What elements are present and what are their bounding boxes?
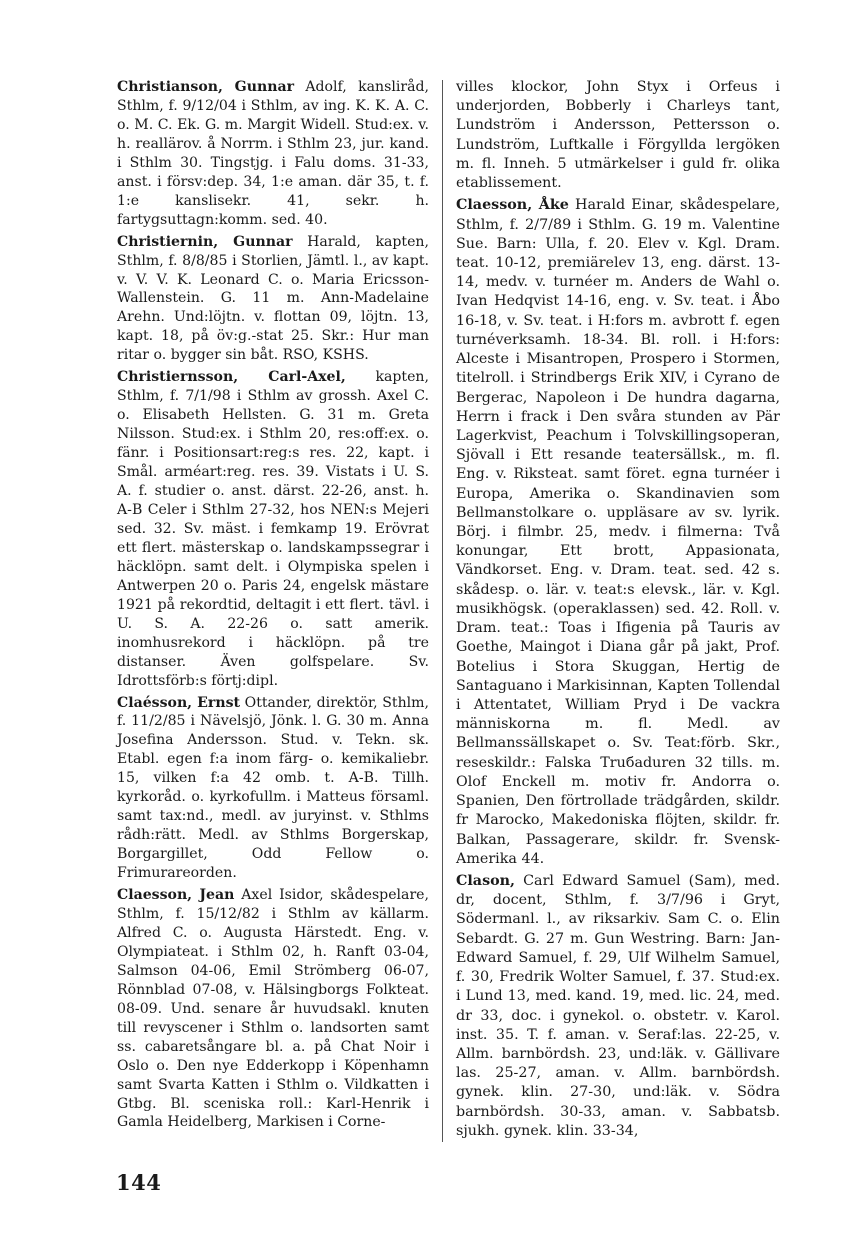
biography-entry <box>117 368 429 690</box>
biography-entry <box>456 196 780 869</box>
entry-name: Christiernsson, Carl-Axel, <box>117 369 346 386</box>
entry-text: Adolf, kanslіråd, Sthlm, f. 9/12/04 i Sthlm, av ing. K. K. A. C. o. M. C. Ek. G. m. Margit Widell. Stud:ex. v. h. reallärov. å Norrm. i Sthlm 23, jur. kand. i Sthlm 30. Tingstjg. i Falu doms. 31-33, anst. i försv:dep. 34, 1:e aman. där 35, t. f. 1:e kanslisekr. 41, sekr. h. fartygsuttagn:komm. sed. 40. <box>117 79 429 228</box>
entry-name: Clason, <box>456 872 516 889</box>
entry-text: Ottander, direktör, Sthlm, f. 11/2/85 i Nävelsjö, Jönk. l. G. 30 m. Anna Josefina Andersson. Stud. v. Tekn. sk. Etabl. egen f:a inom färg- o. kemikaliebr. 15, vilken f:a 42 omb. t. A-B. Tillh. kyrkoråd. o. kyrkofullm. i Matteus församl. samt tax:nd., medl. av juryinst. v. Sthlms rådh:rätt. Medl. av Sthlms Borgerskap, Borgargillet, Odd Fellow o. Frimurareorden. <box>117 694 430 882</box>
biography-entry <box>456 872 780 1141</box>
entry-name: Claésson, Ernst <box>117 694 241 711</box>
entry-text: kapten, Sthlm, f. 7/1/98 i Sthlm av grossh. Axel C. o. Elisabeth Hellsten. G. 31 m. Greta Nilsson. Stud:ex. i Sthlm 20, res:off:ex. o. fänr. i Positionsart:reg:s res. 22, kapt. i Smål. arméart:reg. res. 39. Vistats i U. S. A. f. studier o. anst. därst. 22-26, anst. h. A-B Celer i Sthlm 27-32, hos NEN:s Mejeri sed. 32. Sv. mäst. i femkamp 19. Erövrat ett flert. mästerskap o. landskampssegrar i häcklöpn. samt delt. i Olympiska spelen i Antwerpen 20 o. Paris 24, engelsk mästare 1921 på rekordtid, deltagit i ett flert. tävl. i U. S. A. 22-26 o. satt amerik. inomhusrekord i häcklöpn. på tre distanser. Även golfspelare. Sv. Idrottsförb:s förtj:dipl. <box>117 369 429 689</box>
column-divider <box>442 80 443 1142</box>
entry-text: Carl Edward Samuel (Sam), med. dr, docent, Sthlm, f. 3/7/96 i Gryt, Södermanl. l., av riksarkiv. Sam C. o. Elin Sebardt. G. 27 m. Gun Westring. Barn: Jan-Edward Samuel, f. 29, Ulf Wilhelm Samuel, f. 30, Fredrik Wolter Samuel, f. 37. Stud:ex. i Lund 13, med. kand. 19, med. lic. 24, med. dr 33, doc. i gynekol. o. obstetr. v. Karol. inst. 35. T. f. aman. v. Seraf:las. 22-25, v. Allm. barnbördsh. 23, und:läk. v. Gällivare las. 25-27, aman. v. Allm. barnbördsh. gynek. klin. 27-30, und:läk. v. Södra barnbördsh. 30-33, aman. v. Sabbatsb. sjukh. gynek. klin. 33-34, <box>456 872 780 1139</box>
entry-text: Harald Einar, skådespelare, Sthlm, f. 2/7/89 i Sthlm. G. 19 m. Valentine Sue. Barn: Ulla, f. 20. Elev v. Kgl. Dram. teat. 10-12, premiärelev 13, eng. därst. 13-14, medv. v. turnéer m. Anders de Wahl o. Ivan Hedqvist 14-16, eng. v. Sv. teat. i Åbo 16-18, v. Sv. teat. i H:fors m. avbrott f. egen turnéverksamh. 18-34. Bl. roll. i H:fors: Alceste i Misantropen, Prospero i Stormen, titelroll. i Strindbergs Erik XIV, i Cyrano de Bergerac, Napoleon i De hundra dagarna, Herrn i frack i Den svåra stunden av Pär Lagerkvist, Peachum i Tolvskillingsoperan, Sjövall i Ett resande teatersällsk., m. fl. Eng. v. Riksteat. samt föret. egna turnéer i Europa, Amerika o. Skandinavien som Bellmanstolkare o. uppläsare av sv. lyrik. Börj. i filmbr. 25, medv. i filmerna: Två konungar, Ett brott, Appasionata, Vändkorset. Eng. v. Dram. teat. sed. 42 s. skådesp. o. lär. v. teat:s elevsk., lär. v. Kgl. musikhögsk. (operaklassen) sed. 42. Roll. v. Dram. teat.: Toas i Ifigenia på Tauris av Goethe, Maingot i Diana går på jakt, Prof. Botelius i Stora Skuggan, Hertig de Santaguano i Markisinnan, Kapten Tollendal i Attentatet, William Pryd i De vackra människorna m. fl. Medl. av Bellmanssällskapet o. Sv. Teat:förb. Skr., reseskildr.: Falska Truбaduren 32 tills. m. Olof Enckell m. motiv fr. Andorra o. Spanien, Den förtrollade trädgården, skildr. fr Marocko, Makedoniska flöjten, skildr. fr. Balkan, Passagerare, skildr. fr. Svensk-Amerika 44. <box>456 197 781 867</box>
page-number: 144 <box>116 1170 162 1195</box>
entry-name: Christiernin, Gunnar <box>117 233 293 250</box>
entry-text: Harald, kapten, Sthlm, f. 8/8/85 i Storlien, Jämtl. l., av kapt. v. V. V. K. Leonard C. o. Maria Ericsson-Wallenstein. G. 11 m. Ann-Madelaine Arehn. Und:löjtn. v. flottan 09, löjtn. 13, kapt. 18, på öv:g.-stat 25. Skr.: Hur man ritar o. bygger sin båt. RSO, KSHS. <box>117 233 429 364</box>
entry-text: Axel Isidor, skådespelare, Sthlm, f. 15/12/82 i Sthlm av källarm. Alfred C. o. Augusta Härstedt. Eng. v. Olympiateat. i Sthlm 02, h. Ranft 03-04, Salmson 04-06, Emil Strömberg 06-07, Rönnblad 07-08, v. Hälsingborgs Folkteat. 08-09. Und. senare år huvudsakl. knuten till revyscener i Sthlm o. landsorten samt ss. cabaretsångare bl. a. på Chat Noir i Oslo o. Den nye Edderkopp i Köpenhamn samt Svarta Katten i Sthlm o. Vildkatten i Gtbg. Bl. sceniska roll.: Karl-Henrik i Gamla Heidelberg, Markisen i Corne- <box>117 887 430 1131</box>
biography-entry <box>117 694 429 884</box>
biography-entry <box>117 233 429 366</box>
biography-entry <box>456 78 780 193</box>
biography-entry <box>117 78 429 230</box>
entry-name: Christianson, Gunnar <box>117 79 295 95</box>
entry-text: villes klockor, John Styx i Orfeus i underjorden, Bobberly i Charleys tant, Lundström i Andersson, Pettersson o. Lundström, Luftkalle i Förgyllda lergöken m. fl. Inneh. 5 utmärkelser i guld fr. olika etablissement. <box>456 79 780 192</box>
entry-name: Claesson, Åke <box>456 197 569 214</box>
biography-entry <box>117 886 429 1132</box>
right-column <box>456 78 780 1144</box>
entry-name: Claesson, Jean <box>117 887 235 904</box>
left-column <box>117 78 429 1135</box>
